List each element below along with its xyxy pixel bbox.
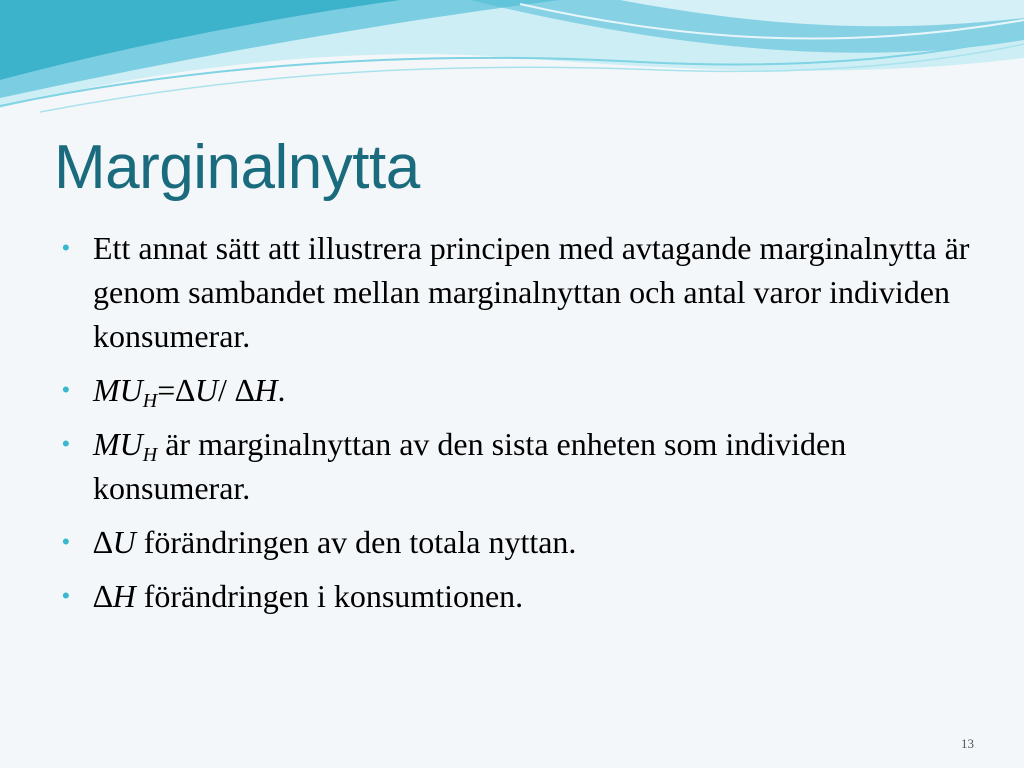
bullet-item-delta-h-definition	[62, 574, 982, 618]
formula-period: .	[277, 372, 286, 408]
bullet-list	[62, 226, 982, 628]
bullet-text: förändringen av den totala nyttan.	[135, 524, 577, 560]
formula-delta-h: ∆H	[234, 372, 278, 408]
bullet-marker: •	[62, 377, 70, 402]
bullet-text: förändringen i konsumtionen.	[135, 578, 524, 614]
bullet-item-intro	[62, 226, 982, 358]
slide-title: Marginalnytta	[54, 133, 420, 202]
bullet-text: är marginalnyttan av den sista enheten som individen konsumerar.	[93, 426, 847, 506]
term-mu: MU	[93, 426, 143, 462]
term-delta-u: ∆U	[93, 524, 136, 560]
term-mu-subscript: H	[142, 444, 158, 466]
bullet-marker: •	[62, 431, 70, 456]
bullet-marker: •	[62, 529, 70, 554]
formula-mu: MU	[93, 372, 143, 408]
bullet-item-delta-u-definition	[62, 520, 982, 564]
bullet-text: Ett annat sätt att illustrera principen med avtagande marginalnytta är genom sambandet mellan marginalnyttan och antal varor individen konsumerar.	[93, 230, 970, 354]
page-number: 13	[961, 736, 974, 751]
formula-slash: /	[217, 372, 235, 408]
formula-equals: =	[157, 372, 176, 408]
bullet-marker: •	[62, 235, 70, 260]
bullet-item-formula	[62, 368, 982, 412]
header-wave-decoration	[0, 0, 1024, 130]
formula-delta-u: ∆U	[175, 372, 218, 408]
formula-mu-subscript: H	[142, 390, 158, 412]
bullet-marker: •	[62, 583, 70, 608]
term-delta-h: ∆H	[93, 578, 136, 614]
bullet-item-mu-definition	[62, 422, 982, 510]
